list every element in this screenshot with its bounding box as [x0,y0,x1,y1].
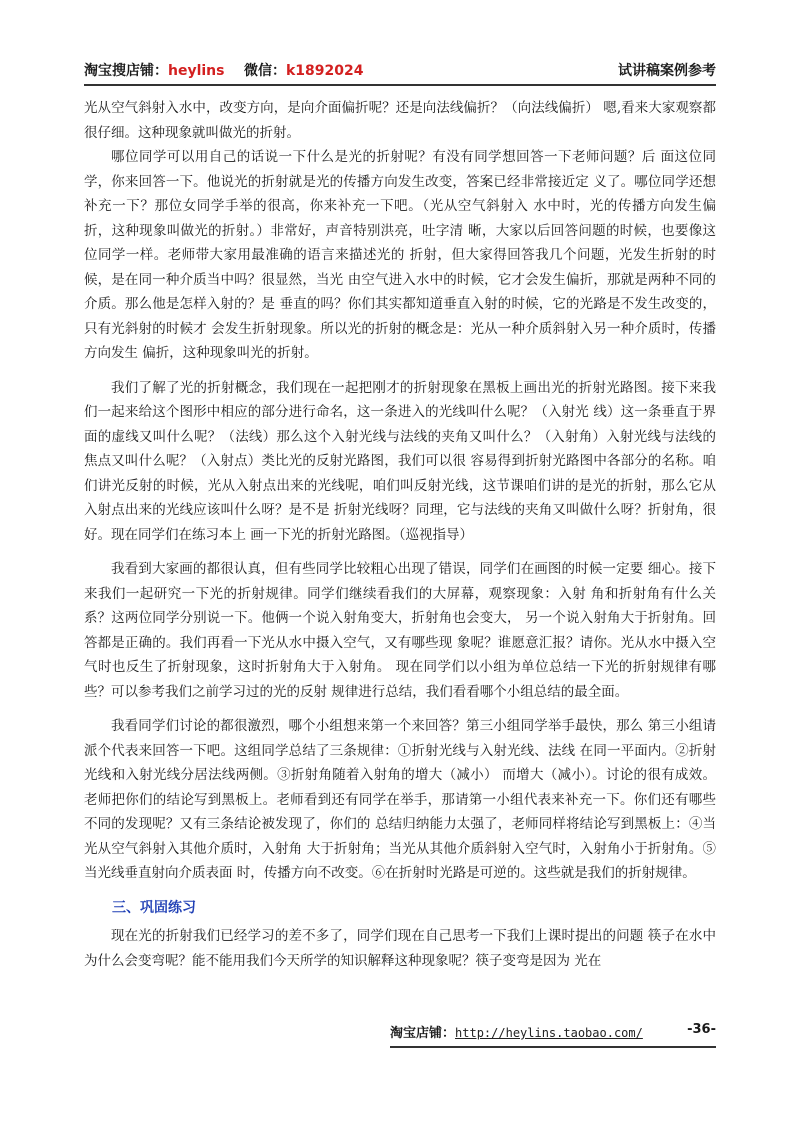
paragraph-6: 现在光的折射我们已经学习的差不多了，同学们现在自己思考一下我们上课时提出的问题 筷子在水中为什么会变弯呢？能不能用我们今天所学的知识解释这种现象呢？筷子变弯是因为 光在 [84,928,716,969]
header-shop-label: 淘宝搜店铺： [84,63,168,79]
header-shop-info [84,60,364,80]
paragraph-3: 我们了解了光的折射概念，我们现在一起把刚才的折射现象在黑板上画出光的折射光路图。接下来我们一起来给这个图形中相应的部分进行命名，这一条进入的光线叫什么呢？（入射光 线）这一条垂直于界面的虚线又叫什么呢？（法线）那么这个入射光线与法线的夹角又叫什么？（入射角）入射光线与法线的焦点又叫什么呢？（入射点）类比光的反射光路图，我们可以很 容易得到折射光路图中各部分的名称。咱们讲光反射的时候，光从入射点出来的光线呢，咱们叫反射光线，这节课咱们讲的是光的折射，那么它从入射点出来的光线应该叫什么呀？是不是 折射光线呀？同理，它与法线的夹角又叫做什么呀？折射角，很好。现在同学们在练习本上 画一下光的折射光路图。（巡视指导） [84,379,716,543]
page-number: -36- [687,1022,716,1037]
header-wechat-label: 微信： [244,63,286,79]
paragraph-2: 哪位同学可以用自己的话说一下什么是光的折射呢？有没有同学想回答一下老师问题？后 面这位同学，你来回答一下。他说光的折射就是光的传播方向发生改变，答案已经非常接近定 义了。哪位同学还想补充一下？那位女同学手举的很高，你来补充一下吧。（光从空气斜射入 水中时，光的传播方向发生偏折，这种现象叫做光的折射。）非常好，声音特别洪亮，吐字清 晰，大家以后回答问题的时候，也要像这位同学一样。老师带大家用最准确的语言来描述光的 折射，但大家得回答我几个问题，光发生折射的时候，是在同一种介质当中吗？很显然，当光 由空气进入水中的时候，它才会发生偏折，那就是两种不同的介质。那么他是怎样入射的？是 垂直的吗？你们其实都知道垂直入射的时候，它的光路是不发生改变的，只有光斜射的时候才 会发生折射现象。所以光的折射的概念是：光从一种介质斜射入另一种介质时，传播方向发生 偏折，这种现象叫光的折射。 [84,149,716,361]
page-header [84,52,716,86]
document-body [84,96,716,973]
page-footer [390,1022,716,1048]
header-shop-name: heylins [168,63,225,79]
paragraph-1: 光从空气斜射入水中，改变方向，是向介面偏折呢？还是向法线偏折？（向法线偏折） 嗯,看来大家观察都很仔细。这种现象就叫做光的折射。 [84,100,716,141]
header-title: 试讲稿案例参考 [618,63,716,79]
section-heading: 三、巩固练习 [112,899,196,916]
footer-shop-label: 淘宝店铺： [390,1026,456,1041]
paragraph-5: 我看同学们讨论的都很激烈，哪个小组想来第一个来回答？第三小组同学举手最快，那么 第三小组请派个代表来回答一下吧。这组同学总结了三条规律：①折射光线与入射光线、法线 在同一平面内。②折射光线和入射光线分居法线两侧。③折射角随着入射角的增大（减小） 而增大（减小）。讨论的很有成效。老师把你们的结论写到黑板上。老师看到还有同学在举手，那请第一小组代表来补充一下。你们还有哪些不同的发现呢？又有三条结论被发现了，你们的 总结归纳能力太强了，老师同样将结论写到黑板上：④当光从空气斜射入其他介质时，入射角 大于折射角；当光从其他介质斜射入空气时，入射角小于折射角。⑤当光线垂直射向介质表面 时，传播方向不改变。⑥在折射时光路是可逆的。这些就是我们的折射规律。 [84,718,716,881]
header-wechat-id: k1892024 [286,63,364,79]
paragraph-4: 我看到大家画的都很认真，但有些同学比较粗心出现了错误，同学们在画图的时候一定要 细心。接下来我们一起研究一下光的折射规律。同学们继续看我们的大屏幕，观察现象：入射 角和折射角有什么关系？这两位同学分别说一下。他俩一个说入射角变大，折射角也会变大， 另一个说入射角大于折射角。回答都是正确的。我们再看一下光从水中摄入空气，又有哪些现 象呢？谁愿意汇报？请你。光从水中摄入空气时也反生了折射现象，这时折射角大于入射角。 现在同学们以小组为单位总结一下光的折射规律有哪些？可以参考我们之前学习过的光的反射 规律进行总结，我们看看哪个小组总结的最全面。 [84,561,716,700]
footer-shop-link[interactable]: http://heylins.taobao.com/ [455,1026,643,1040]
